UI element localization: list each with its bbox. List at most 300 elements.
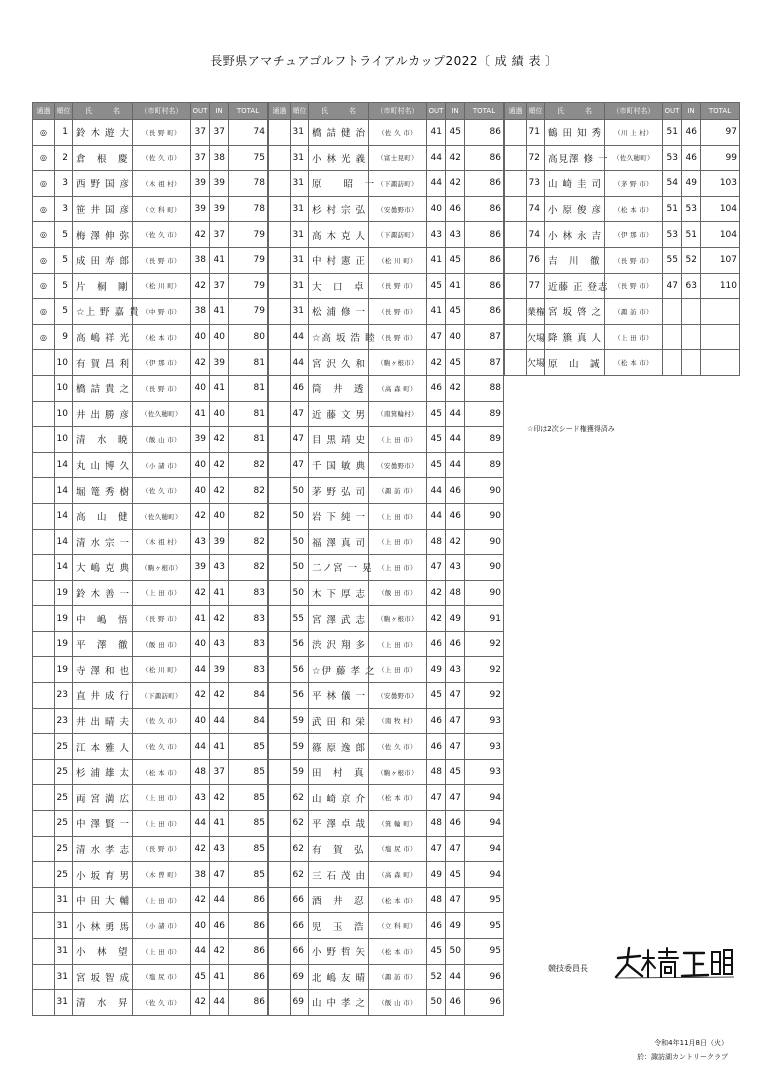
town: （安曇野市） bbox=[369, 452, 427, 478]
table-row bbox=[269, 503, 504, 529]
pass-mark bbox=[269, 862, 291, 888]
rank: 59 bbox=[291, 734, 309, 760]
out-score: 40 bbox=[191, 324, 210, 350]
player-name: 酒 井 忍 bbox=[309, 887, 369, 913]
pass-mark bbox=[33, 350, 55, 376]
rank: 71 bbox=[527, 120, 545, 146]
rank: 44 bbox=[291, 350, 309, 376]
total-score: 89 bbox=[465, 427, 504, 453]
in-score: 42 bbox=[210, 606, 229, 632]
total-score: 103 bbox=[701, 171, 740, 197]
table-row bbox=[269, 708, 504, 734]
total-score: 92 bbox=[465, 683, 504, 709]
pass-mark: ◎ bbox=[33, 222, 55, 248]
town: （駒ヶ根市） bbox=[133, 555, 191, 581]
pass-mark bbox=[33, 734, 55, 760]
out-score: 45 bbox=[427, 401, 446, 427]
out-score: 40 bbox=[191, 478, 210, 504]
table-row bbox=[33, 964, 268, 990]
out-score: 44 bbox=[191, 811, 210, 837]
rank: 73 bbox=[527, 171, 545, 197]
in-score: 43 bbox=[210, 631, 229, 657]
out-score: 44 bbox=[191, 939, 210, 965]
pass-mark bbox=[33, 401, 55, 427]
pass-mark bbox=[505, 171, 527, 197]
out-score: 47 bbox=[663, 273, 682, 299]
in-score: 39 bbox=[210, 657, 229, 683]
out-score: 39 bbox=[191, 171, 210, 197]
table-row bbox=[33, 759, 268, 785]
out-score: 40 bbox=[191, 708, 210, 734]
rank: 59 bbox=[291, 759, 309, 785]
town: （安曇野市） bbox=[369, 196, 427, 222]
player-name: 中 田 大 輔 bbox=[73, 887, 133, 913]
town: （佐 久 市） bbox=[133, 145, 191, 171]
table-row bbox=[505, 145, 740, 171]
pass-mark: ◎ bbox=[33, 196, 55, 222]
rank: 欠場 bbox=[527, 350, 545, 376]
player-name: 鶴 田 知 秀 bbox=[545, 120, 605, 146]
in-score: 37 bbox=[210, 273, 229, 299]
pass-mark bbox=[33, 683, 55, 709]
pass-mark bbox=[269, 657, 291, 683]
total-score: 83 bbox=[229, 606, 268, 632]
out-score: 37 bbox=[191, 120, 210, 146]
out-score: 42 bbox=[427, 606, 446, 632]
table-row bbox=[505, 120, 740, 146]
in-score: 38 bbox=[210, 145, 229, 171]
table-row bbox=[269, 759, 504, 785]
town: （松 本 市） bbox=[605, 350, 663, 376]
out-score: 48 bbox=[427, 529, 446, 555]
pass-mark bbox=[33, 631, 55, 657]
out-score: 49 bbox=[427, 862, 446, 888]
in-score: 39 bbox=[210, 350, 229, 376]
in-score: 43 bbox=[446, 657, 465, 683]
footer-venue: 於：諏訪湖カントリークラブ bbox=[637, 1053, 728, 1061]
total-score: 85 bbox=[229, 785, 268, 811]
out-score: 42 bbox=[191, 350, 210, 376]
total-score: 81 bbox=[229, 401, 268, 427]
pass-mark bbox=[33, 427, 55, 453]
town: （上 田 市） bbox=[133, 580, 191, 606]
total-score: 89 bbox=[465, 452, 504, 478]
town: （長 野 市） bbox=[133, 247, 191, 273]
out-score: 48 bbox=[427, 759, 446, 785]
total-score: 79 bbox=[229, 247, 268, 273]
town: （佐 久 市） bbox=[133, 478, 191, 504]
column-header: 順位 bbox=[527, 103, 545, 120]
player-name: ☆伊 藤 孝 之 bbox=[309, 657, 369, 683]
total-score: 86 bbox=[465, 171, 504, 197]
total-score bbox=[701, 324, 740, 350]
out-score: 47 bbox=[427, 836, 446, 862]
table-row bbox=[505, 171, 740, 197]
total-score: 91 bbox=[465, 606, 504, 632]
pass-mark bbox=[505, 196, 527, 222]
table-row bbox=[33, 887, 268, 913]
in-score: 46 bbox=[446, 503, 465, 529]
rank: 25 bbox=[55, 734, 73, 760]
rank: 14 bbox=[55, 529, 73, 555]
table-row bbox=[33, 631, 268, 657]
rank: 31 bbox=[55, 913, 73, 939]
pass-mark bbox=[269, 503, 291, 529]
rank: 25 bbox=[55, 862, 73, 888]
player-name: 松 浦 修 一 bbox=[309, 299, 369, 325]
total-score: 82 bbox=[229, 503, 268, 529]
town: （箕 輪 町） bbox=[369, 811, 427, 837]
rank: 10 bbox=[55, 401, 73, 427]
rank: 業権 bbox=[527, 299, 545, 325]
town: （川 上 村） bbox=[605, 120, 663, 146]
town: （佐 久 市） bbox=[133, 222, 191, 248]
total-score: 95 bbox=[465, 913, 504, 939]
total-score: 83 bbox=[229, 580, 268, 606]
pass-mark bbox=[269, 324, 291, 350]
pass-mark bbox=[269, 580, 291, 606]
rank: 31 bbox=[55, 990, 73, 1016]
column-header: OUT bbox=[427, 103, 446, 120]
out-score: 45 bbox=[427, 427, 446, 453]
in-score: 42 bbox=[446, 145, 465, 171]
rank: 5 bbox=[55, 247, 73, 273]
total-score: 83 bbox=[229, 657, 268, 683]
total-score bbox=[701, 299, 740, 325]
player-name: 鈴 木 遊 大 bbox=[73, 120, 133, 146]
in-score: 42 bbox=[210, 427, 229, 453]
in-score: 37 bbox=[210, 222, 229, 248]
pass-mark bbox=[269, 631, 291, 657]
out-score bbox=[663, 324, 682, 350]
out-score: 51 bbox=[663, 120, 682, 146]
total-score: 92 bbox=[465, 631, 504, 657]
table-row bbox=[33, 375, 268, 401]
pass-mark bbox=[269, 811, 291, 837]
table-row bbox=[33, 427, 268, 453]
player-name: 西 野 国 彦 bbox=[73, 171, 133, 197]
town: （諏 訪 市） bbox=[605, 299, 663, 325]
player-name: 直 井 成 行 bbox=[73, 683, 133, 709]
table-row bbox=[269, 171, 504, 197]
player-name: 大 口 卓 bbox=[309, 273, 369, 299]
pass-mark: ◎ bbox=[33, 273, 55, 299]
pass-mark bbox=[33, 708, 55, 734]
player-name: 山 崎 圭 司 bbox=[545, 171, 605, 197]
results-table-2 bbox=[268, 102, 504, 1016]
in-score bbox=[682, 299, 701, 325]
rank: 23 bbox=[55, 708, 73, 734]
player-name: 小 原 俊 彦 bbox=[545, 196, 605, 222]
out-score: 40 bbox=[191, 631, 210, 657]
table-row bbox=[269, 299, 504, 325]
town: （長 野 市） bbox=[605, 247, 663, 273]
table-row bbox=[269, 478, 504, 504]
pass-mark bbox=[269, 708, 291, 734]
pass-mark bbox=[269, 478, 291, 504]
rank: 10 bbox=[55, 350, 73, 376]
column-header: IN bbox=[446, 103, 465, 120]
in-score: 41 bbox=[210, 299, 229, 325]
in-score: 39 bbox=[210, 171, 229, 197]
rank: 62 bbox=[291, 836, 309, 862]
player-name: 三 石 茂 由 bbox=[309, 862, 369, 888]
pass-mark bbox=[269, 836, 291, 862]
town: （飯 山 市） bbox=[133, 427, 191, 453]
out-score: 40 bbox=[427, 196, 446, 222]
town: （塩 尻 市） bbox=[133, 964, 191, 990]
out-score: 45 bbox=[427, 683, 446, 709]
total-score: 79 bbox=[229, 273, 268, 299]
rank: 72 bbox=[527, 145, 545, 171]
town: （茅 野 市） bbox=[605, 171, 663, 197]
player-name: 橋 詰 貴 之 bbox=[73, 375, 133, 401]
total-score: 104 bbox=[701, 196, 740, 222]
town: （上 田 市） bbox=[133, 887, 191, 913]
town: （駒ヶ根市） bbox=[369, 350, 427, 376]
player-name: 宮 坂 智 成 bbox=[73, 964, 133, 990]
out-score: 37 bbox=[191, 145, 210, 171]
town: （松 川 町） bbox=[133, 657, 191, 683]
rank: 10 bbox=[55, 375, 73, 401]
table-row bbox=[269, 887, 504, 913]
total-score: 85 bbox=[229, 836, 268, 862]
table-row bbox=[33, 939, 268, 965]
in-score: 44 bbox=[446, 427, 465, 453]
in-score: 40 bbox=[210, 503, 229, 529]
pass-mark bbox=[505, 145, 527, 171]
total-score: 99 bbox=[701, 145, 740, 171]
table-row bbox=[33, 171, 268, 197]
total-score: 90 bbox=[465, 555, 504, 581]
player-name: 有 賀 昌 利 bbox=[73, 350, 133, 376]
pass-mark bbox=[33, 862, 55, 888]
pass-mark bbox=[269, 196, 291, 222]
pass-mark bbox=[269, 401, 291, 427]
rank: 31 bbox=[291, 120, 309, 146]
out-score: 51 bbox=[663, 196, 682, 222]
out-score: 39 bbox=[191, 555, 210, 581]
total-score: 86 bbox=[465, 145, 504, 171]
pass-mark bbox=[33, 913, 55, 939]
total-score: 94 bbox=[465, 836, 504, 862]
total-score: 96 bbox=[465, 964, 504, 990]
town: （長 野 市） bbox=[369, 273, 427, 299]
player-name: 宮 沢 久 和 bbox=[309, 350, 369, 376]
town: （中 野 市） bbox=[133, 299, 191, 325]
total-score: 79 bbox=[229, 299, 268, 325]
player-name: 小 林 望 bbox=[73, 939, 133, 965]
pass-mark bbox=[269, 247, 291, 273]
table-row bbox=[33, 247, 268, 273]
rank: 50 bbox=[291, 503, 309, 529]
table-row bbox=[269, 196, 504, 222]
player-name: 鈴 木 善 一 bbox=[73, 580, 133, 606]
table-row bbox=[33, 503, 268, 529]
total-score: 86 bbox=[465, 273, 504, 299]
rank: 74 bbox=[527, 222, 545, 248]
table-row bbox=[33, 452, 268, 478]
player-name: 平 澤 卓 哉 bbox=[309, 811, 369, 837]
pass-mark bbox=[33, 811, 55, 837]
pass-mark bbox=[269, 299, 291, 325]
table-row bbox=[269, 350, 504, 376]
out-score: 46 bbox=[427, 913, 446, 939]
table-row bbox=[269, 401, 504, 427]
in-score: 50 bbox=[446, 939, 465, 965]
in-score bbox=[682, 324, 701, 350]
table-row bbox=[33, 273, 268, 299]
town: （佐 久 市） bbox=[369, 120, 427, 146]
pass-mark bbox=[33, 887, 55, 913]
pass-mark bbox=[269, 222, 291, 248]
town: （松 本 市） bbox=[369, 939, 427, 965]
out-score: 53 bbox=[663, 145, 682, 171]
out-score: 54 bbox=[663, 171, 682, 197]
header-row bbox=[33, 103, 268, 120]
rank: 31 bbox=[291, 145, 309, 171]
in-score: 49 bbox=[446, 913, 465, 939]
table-row bbox=[33, 657, 268, 683]
table-row bbox=[33, 222, 268, 248]
in-score: 43 bbox=[210, 555, 229, 581]
player-name: 高 山 健 bbox=[73, 503, 133, 529]
pass-mark bbox=[505, 324, 527, 350]
out-score: 42 bbox=[191, 503, 210, 529]
player-name: 清 水 暁 bbox=[73, 427, 133, 453]
total-score: 90 bbox=[465, 580, 504, 606]
table-row bbox=[269, 452, 504, 478]
town: （上 田 市） bbox=[133, 811, 191, 837]
total-score: 84 bbox=[229, 683, 268, 709]
player-name: 倉 根 慶 bbox=[73, 145, 133, 171]
pass-mark bbox=[269, 913, 291, 939]
rank: 14 bbox=[55, 478, 73, 504]
town: （飯 田 市） bbox=[133, 631, 191, 657]
pass-mark bbox=[269, 785, 291, 811]
rank: 3 bbox=[55, 196, 73, 222]
column-header: IN bbox=[210, 103, 229, 120]
rank: 50 bbox=[291, 478, 309, 504]
in-score: 46 bbox=[446, 990, 465, 1016]
town: （松 本 市） bbox=[369, 785, 427, 811]
out-score: 45 bbox=[427, 939, 446, 965]
table-row bbox=[33, 606, 268, 632]
out-score: 42 bbox=[191, 580, 210, 606]
out-score: 47 bbox=[427, 324, 446, 350]
table-row bbox=[269, 811, 504, 837]
out-score: 44 bbox=[427, 145, 446, 171]
in-score: 47 bbox=[446, 708, 465, 734]
pass-mark bbox=[33, 375, 55, 401]
rank: 14 bbox=[55, 452, 73, 478]
player-name: 平 林 儀 一 bbox=[309, 683, 369, 709]
out-score: 45 bbox=[191, 964, 210, 990]
out-score: 39 bbox=[191, 427, 210, 453]
in-score: 46 bbox=[446, 631, 465, 657]
rank: 56 bbox=[291, 657, 309, 683]
in-score: 37 bbox=[210, 759, 229, 785]
table-row bbox=[505, 299, 740, 325]
pass-mark bbox=[505, 222, 527, 248]
player-name: 原 山 誠 bbox=[545, 350, 605, 376]
total-score: 74 bbox=[229, 120, 268, 146]
out-score: 48 bbox=[427, 887, 446, 913]
total-score: 86 bbox=[229, 939, 268, 965]
table-row bbox=[33, 529, 268, 555]
out-score: 48 bbox=[191, 759, 210, 785]
table-row bbox=[33, 145, 268, 171]
in-score: 42 bbox=[210, 785, 229, 811]
rank: 76 bbox=[527, 247, 545, 273]
pass-mark bbox=[269, 529, 291, 555]
town: （長 野 市） bbox=[133, 375, 191, 401]
in-score: 49 bbox=[682, 171, 701, 197]
player-name: 北 嶋 友 晴 bbox=[309, 964, 369, 990]
out-score: 44 bbox=[427, 171, 446, 197]
pass-mark: ◎ bbox=[33, 299, 55, 325]
out-score: 42 bbox=[191, 887, 210, 913]
table-row bbox=[269, 862, 504, 888]
total-score: 89 bbox=[465, 401, 504, 427]
pass-mark: ◎ bbox=[33, 324, 55, 350]
in-score: 42 bbox=[446, 529, 465, 555]
rank: 14 bbox=[55, 555, 73, 581]
town: （下諏訪町） bbox=[133, 683, 191, 709]
out-score: 45 bbox=[427, 273, 446, 299]
player-name: 中 村 憲 正 bbox=[309, 247, 369, 273]
out-score: 48 bbox=[427, 811, 446, 837]
page-title: 長野県アマチュアゴルフトライアルカップ2022〔 成 績 表 〕 bbox=[210, 54, 558, 68]
table-row bbox=[505, 350, 740, 376]
total-score: 86 bbox=[229, 887, 268, 913]
out-score: 42 bbox=[427, 580, 446, 606]
in-score: 40 bbox=[210, 324, 229, 350]
table-row bbox=[33, 324, 268, 350]
out-score: 41 bbox=[427, 247, 446, 273]
player-name: 寺 澤 和 也 bbox=[73, 657, 133, 683]
player-name: 筒 井 透 bbox=[309, 375, 369, 401]
table-row bbox=[269, 683, 504, 709]
out-score: 46 bbox=[427, 734, 446, 760]
rank: 50 bbox=[291, 580, 309, 606]
player-name: 小 林 永 吉 bbox=[545, 222, 605, 248]
rank: 19 bbox=[55, 631, 73, 657]
pass-mark bbox=[33, 759, 55, 785]
out-score: 40 bbox=[191, 452, 210, 478]
player-name: 木 下 厚 志 bbox=[309, 580, 369, 606]
table-row bbox=[269, 939, 504, 965]
column-header: IN bbox=[682, 103, 701, 120]
table-row bbox=[505, 196, 740, 222]
in-score: 46 bbox=[682, 145, 701, 171]
out-score: 49 bbox=[427, 657, 446, 683]
town: （上 田 市） bbox=[369, 657, 427, 683]
pass-mark bbox=[33, 606, 55, 632]
town: （佐 久 市） bbox=[133, 708, 191, 734]
table-row bbox=[269, 964, 504, 990]
rank: 62 bbox=[291, 811, 309, 837]
column-header: 通過 bbox=[269, 103, 291, 120]
pass-mark bbox=[269, 939, 291, 965]
table-row bbox=[33, 734, 268, 760]
in-score: 44 bbox=[446, 401, 465, 427]
table-row bbox=[33, 196, 268, 222]
in-score: 42 bbox=[446, 171, 465, 197]
rank: 31 bbox=[291, 247, 309, 273]
player-name: 中 嶋 悟 bbox=[73, 606, 133, 632]
table-row bbox=[33, 836, 268, 862]
